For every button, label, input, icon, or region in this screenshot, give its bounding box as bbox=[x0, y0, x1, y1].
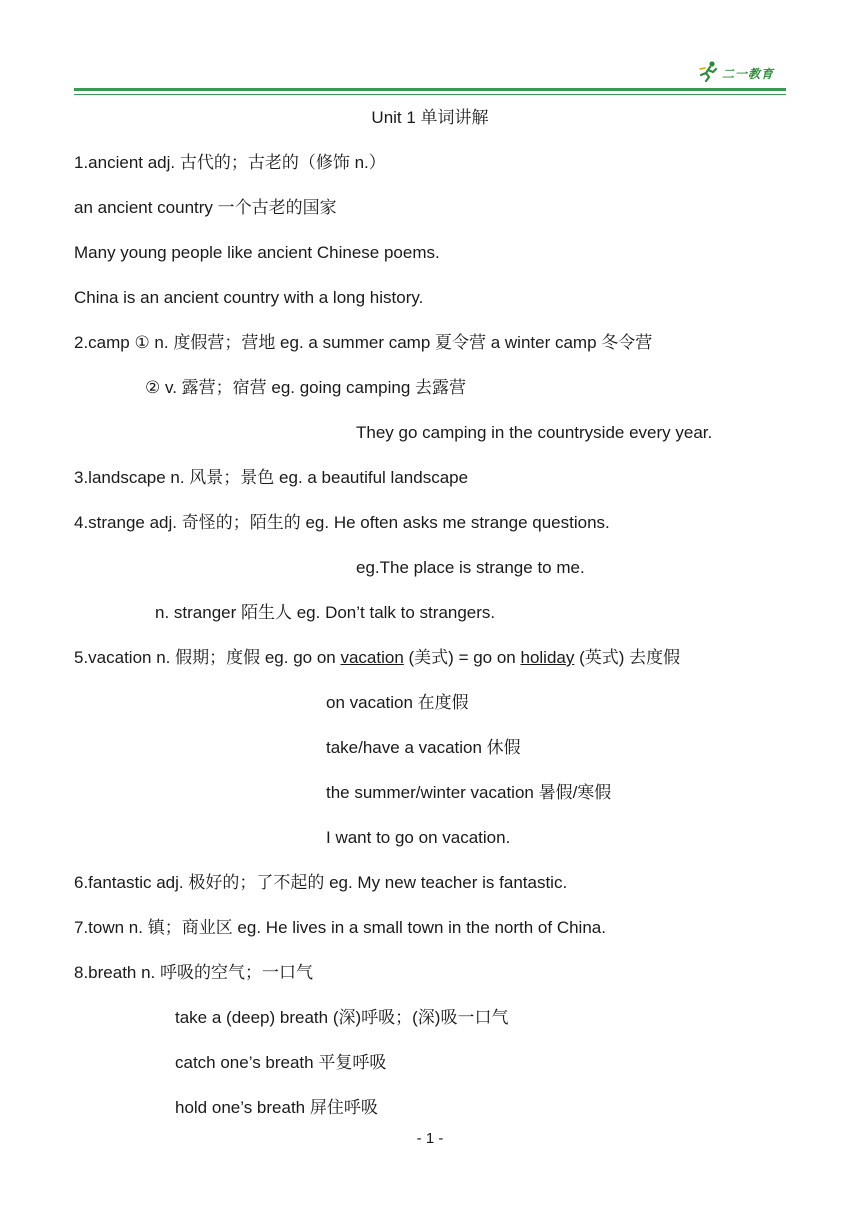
page-number: - 1 - bbox=[416, 1130, 444, 1147]
example-line: Many young people like ancient Chinese poems. bbox=[74, 243, 440, 262]
entry-strange: 4.strange adj. 奇怪的；陌生的 eg. He often asks me strange questions. bbox=[74, 513, 610, 532]
runner-icon bbox=[698, 60, 720, 82]
vacation-text: 5.vacation n. 假期；度假 eg. go on bbox=[74, 648, 341, 667]
underlined-vacation: vacation bbox=[340, 648, 404, 667]
header-logo bbox=[698, 60, 788, 84]
example-line: China is an ancient country with a long history. bbox=[74, 288, 424, 307]
entry-camp-verb: ② v. 露营；宿营 eg. going camping 去露营 bbox=[145, 378, 467, 397]
page-title: Unit 1 单词讲解 bbox=[371, 108, 489, 127]
example-line: take/have a vacation 休假 bbox=[326, 738, 521, 757]
entry-stranger: n. stranger 陌生人 eg. Don’t talk to strangers. bbox=[155, 603, 496, 622]
example-line: take a (deep) breath (深)呼吸；(深)吸一口气 bbox=[175, 1008, 509, 1027]
example-line: catch one’s breath 平复呼吸 bbox=[175, 1053, 387, 1072]
entry-landscape: 3.landscape n. 风景；景色 eg. a beautiful landscape bbox=[74, 468, 469, 487]
example-line: an ancient country 一个古老的国家 bbox=[74, 198, 337, 217]
example-line: the summer/winter vacation 暑假/寒假 bbox=[326, 783, 612, 802]
example-line: I want to go on vacation. bbox=[326, 828, 511, 847]
entry-town: 7.town n. 镇；商业区 eg. He lives in a small town in the north of China. bbox=[74, 918, 606, 937]
vacation-text: (美式) = go on bbox=[403, 648, 521, 667]
underlined-holiday: holiday bbox=[520, 648, 575, 667]
entry-camp: 2.camp ① n. 度假营；营地 eg. a summer camp 夏令营 a winter camp 冬令营 bbox=[74, 333, 653, 352]
entry-breath: 8.breath n. 呼吸的空气；一口气 bbox=[74, 963, 314, 982]
example-line: on vacation 在度假 bbox=[326, 693, 469, 712]
vacation-text: (英式) 去度假 bbox=[574, 648, 681, 667]
example-line: eg.The place is strange to me. bbox=[356, 558, 585, 577]
example-line: hold one’s breath 屏住呼吸 bbox=[175, 1098, 378, 1117]
entry-fantastic: 6.fantastic adj. 极好的；了不起的 eg. My new teacher is fantastic. bbox=[74, 873, 568, 892]
logo-text: 二一教育 bbox=[722, 67, 775, 81]
example-line: They go camping in the countryside every year. bbox=[356, 423, 713, 442]
entry-ancient: 1.ancient adj. 古代的；古老的（修饰 n.） bbox=[74, 153, 386, 172]
entry-vacation bbox=[74, 647, 680, 669]
header-rule-thick bbox=[74, 88, 786, 91]
header-rule-thin bbox=[74, 94, 786, 95]
